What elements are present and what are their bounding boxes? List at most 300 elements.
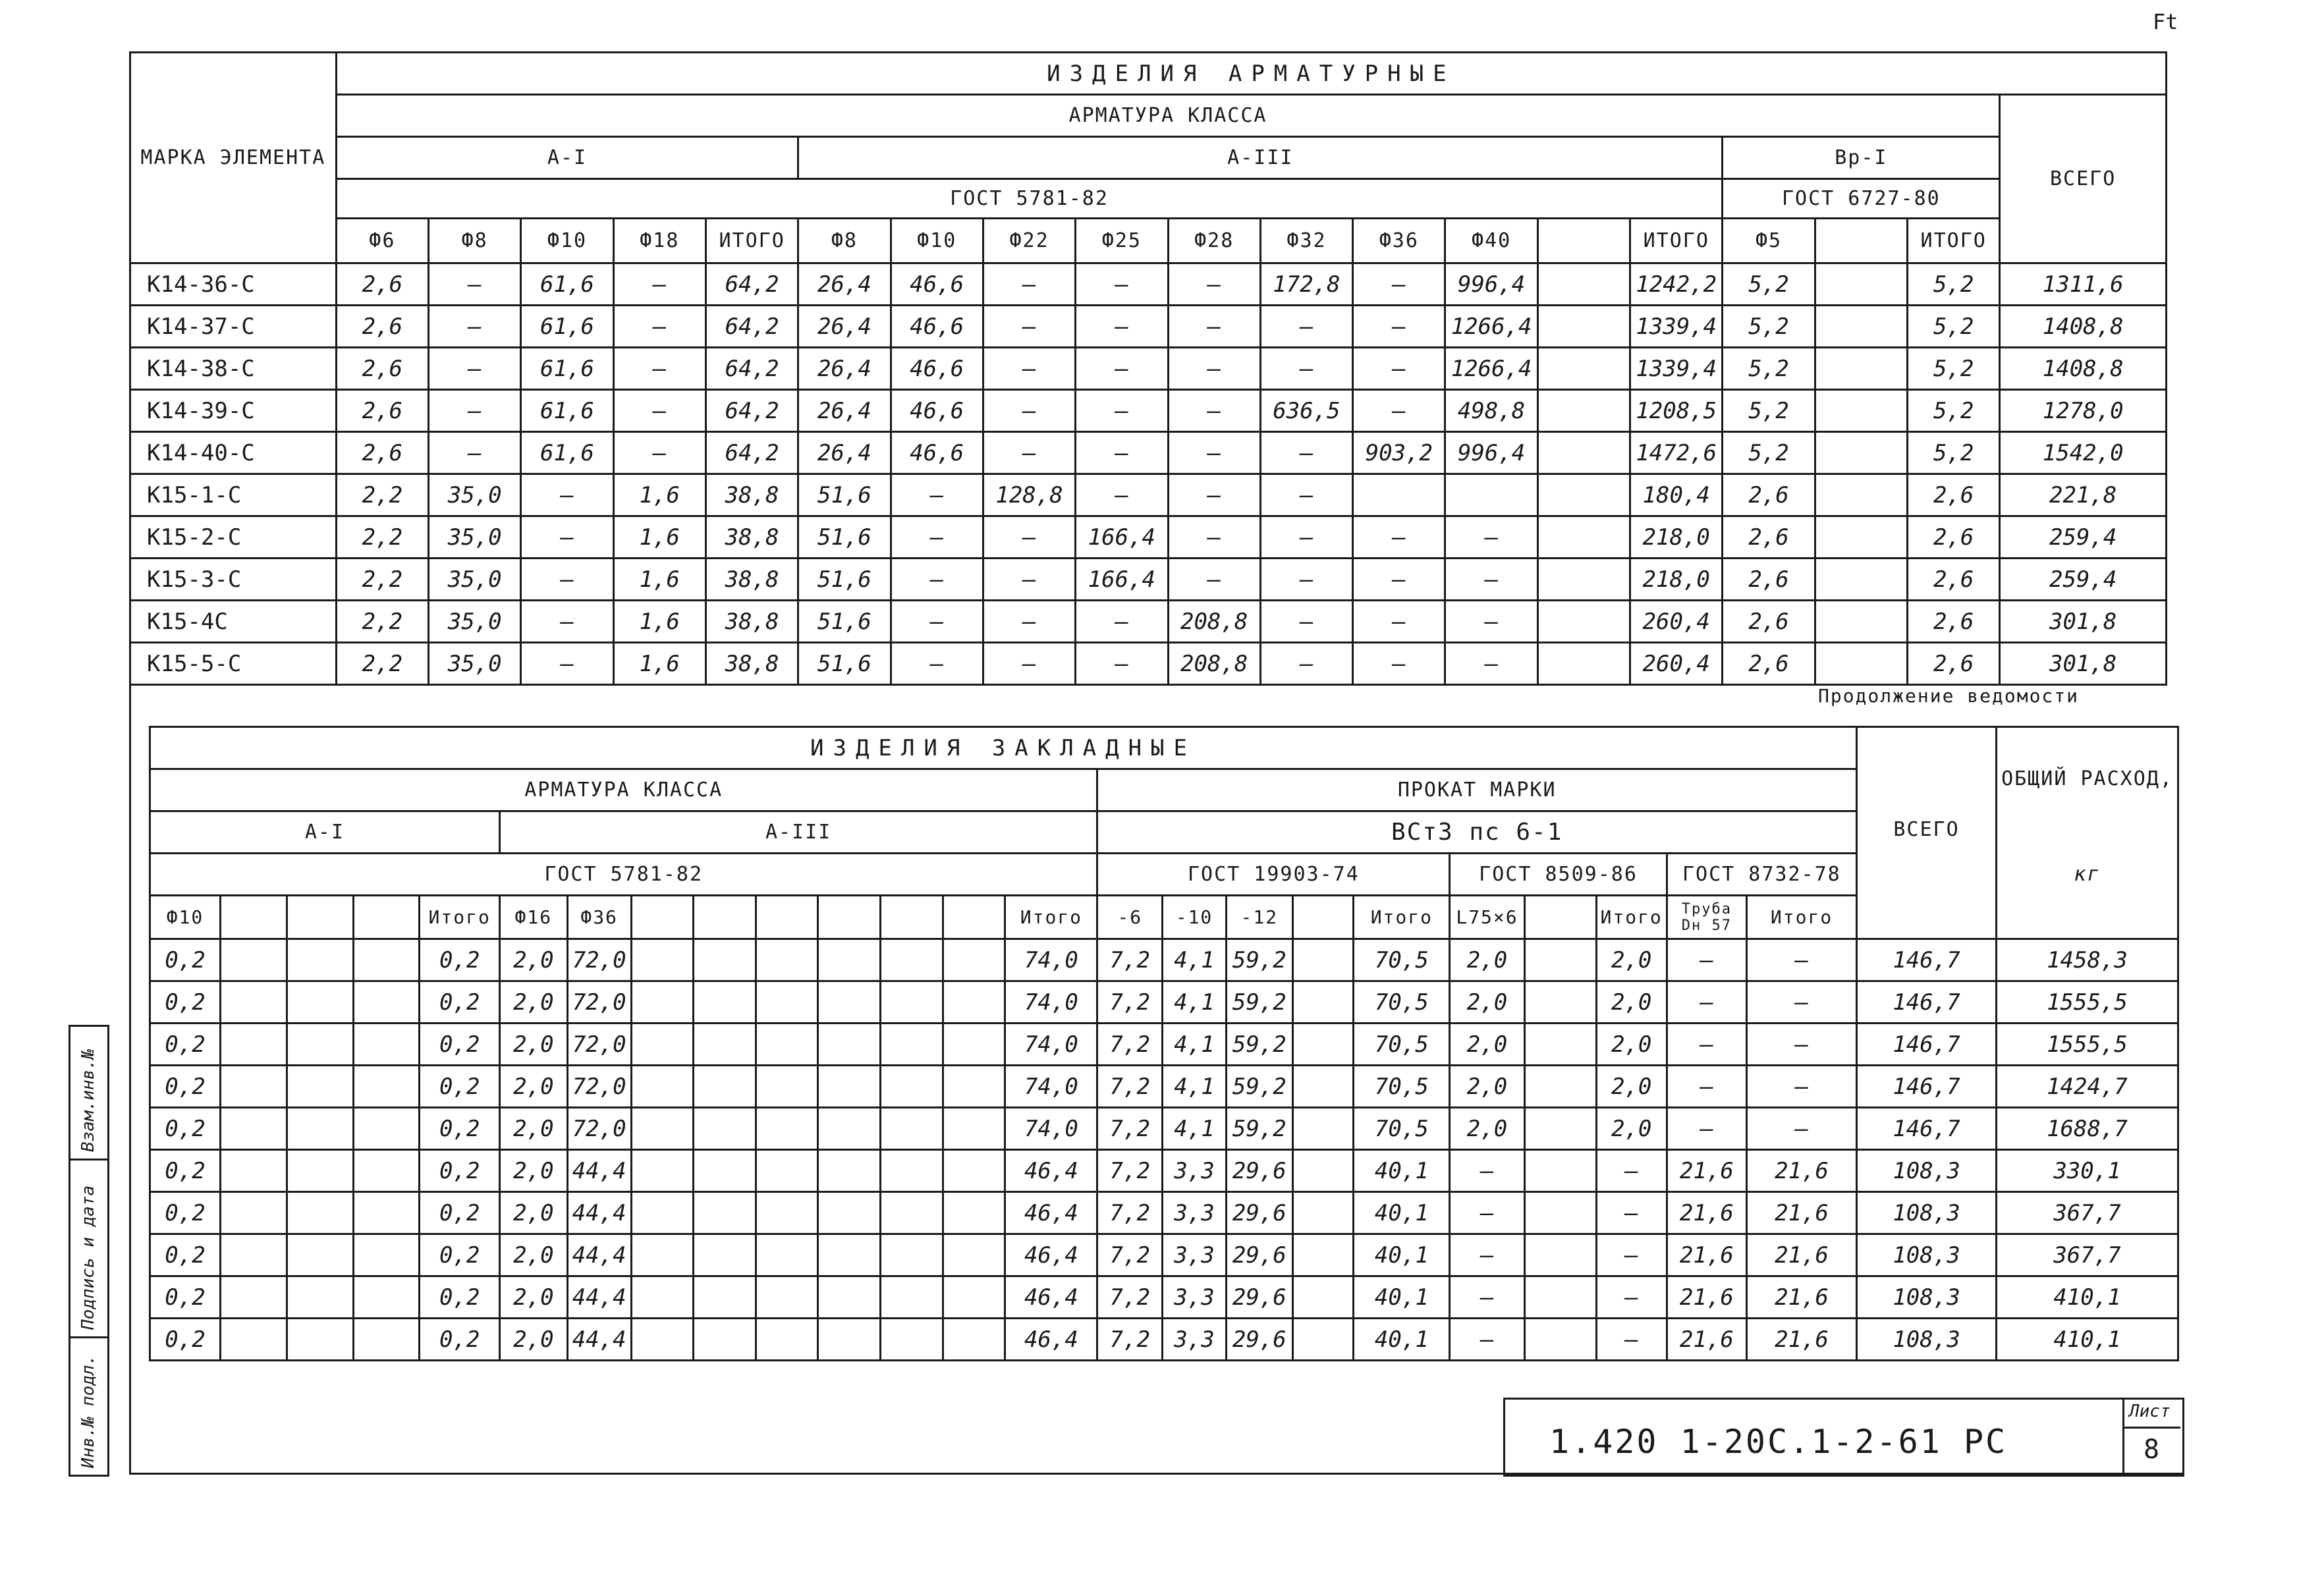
table-row bbox=[130, 348, 2167, 390]
table-cell: 51,6 bbox=[798, 601, 891, 643]
gost-19903: ГОСТ 19903-74 bbox=[1097, 854, 1450, 896]
table-cell: 7,2 bbox=[1097, 1319, 1163, 1361]
continuation-note: Продолжение ведомости bbox=[1818, 685, 2080, 707]
table-cell: — bbox=[1353, 601, 1445, 643]
table-cell: 51,6 bbox=[798, 474, 891, 516]
table-cell: 301,8 bbox=[2000, 643, 2167, 685]
table-cell: 0,2 bbox=[420, 1276, 499, 1319]
table-cell: — bbox=[429, 263, 521, 306]
table-cell bbox=[881, 1192, 943, 1234]
table-cell: 0,2 bbox=[150, 1108, 221, 1150]
table-cell: — bbox=[1596, 1234, 1667, 1276]
table-cell: — bbox=[1168, 390, 1260, 432]
table-cell: 1278,0 bbox=[2000, 390, 2167, 432]
table-cell: 259,4 bbox=[2000, 516, 2167, 559]
table-cell: 59,2 bbox=[1226, 1066, 1292, 1108]
table-cell bbox=[694, 1319, 756, 1361]
table-cell: 4,1 bbox=[1163, 1108, 1227, 1150]
table-cell: — bbox=[891, 474, 983, 516]
table-cell bbox=[818, 1108, 881, 1150]
table-cell: 2,6 bbox=[336, 390, 428, 432]
table-cell: 260,4 bbox=[1630, 643, 1723, 685]
table-cell bbox=[756, 1234, 818, 1276]
table-cell bbox=[221, 1150, 287, 1192]
table-cell bbox=[881, 1066, 943, 1108]
table-cell bbox=[1524, 1150, 1596, 1192]
table-cell: 35,0 bbox=[429, 516, 521, 559]
top-col-header: ИТОГО bbox=[706, 219, 798, 263]
table-cell: 61,6 bbox=[521, 348, 613, 390]
table-cell: 46,6 bbox=[891, 306, 983, 348]
table-cell bbox=[1537, 474, 1630, 516]
table-cell bbox=[756, 1066, 818, 1108]
bottom-col-header bbox=[1524, 896, 1596, 939]
top-col-header: Ф22 bbox=[983, 219, 1075, 263]
table-cell: 1408,8 bbox=[2000, 348, 2167, 390]
table-cell: — bbox=[521, 601, 613, 643]
table-cell bbox=[1537, 390, 1630, 432]
table-cell: 1555,5 bbox=[1996, 1024, 2178, 1066]
table-cell bbox=[221, 1234, 287, 1276]
top-col-header: Ф5 bbox=[1723, 219, 1815, 263]
total-header-2: ВСЕГО bbox=[1857, 811, 1997, 939]
table-cell bbox=[1292, 1192, 1354, 1234]
top-col-header: Ф18 bbox=[613, 219, 706, 263]
table-cell: 35,0 bbox=[429, 601, 521, 643]
table-cell: 903,2 bbox=[1353, 432, 1445, 474]
table-cell: 3,3 bbox=[1163, 1319, 1227, 1361]
top-col-header: Ф8 bbox=[798, 219, 891, 263]
table-cell: — bbox=[1353, 390, 1445, 432]
table-cell: — bbox=[1747, 1024, 1857, 1066]
bottom-col-header bbox=[756, 896, 818, 939]
top-col-header: ИТОГО bbox=[1630, 219, 1723, 263]
table-cell: 21,6 bbox=[1667, 1150, 1746, 1192]
table-cell: 74,0 bbox=[1005, 1024, 1097, 1066]
table-cell: — bbox=[983, 390, 1075, 432]
table-cell bbox=[1815, 263, 1907, 306]
table-cell: 221,8 bbox=[2000, 474, 2167, 516]
bottom-col-header: -6 bbox=[1097, 896, 1163, 939]
table-cell: 2,0 bbox=[499, 1319, 567, 1361]
table-cell: 26,4 bbox=[798, 263, 891, 306]
bottom-col-header: -10 bbox=[1163, 896, 1227, 939]
table-cell: 51,6 bbox=[798, 643, 891, 685]
table-cell bbox=[631, 939, 694, 981]
table-row bbox=[150, 1066, 2178, 1108]
table-cell: 40,1 bbox=[1354, 1192, 1450, 1234]
table-cell bbox=[881, 1234, 943, 1276]
table-cell: 21,6 bbox=[1747, 1192, 1857, 1234]
table-cell: — bbox=[1596, 1276, 1667, 1319]
table-cell: 108,3 bbox=[1857, 1276, 1997, 1319]
table-row bbox=[150, 1276, 2178, 1319]
table-cell bbox=[1292, 939, 1354, 981]
table-cell: 0,2 bbox=[420, 1066, 499, 1108]
table-cell bbox=[943, 1024, 1005, 1066]
bottom-col-header: Труба Dн 57 bbox=[1667, 896, 1746, 939]
table-cell: 2,6 bbox=[336, 432, 428, 474]
table-cell: — bbox=[983, 601, 1075, 643]
table-cell: 7,2 bbox=[1097, 1108, 1163, 1150]
table-cell bbox=[1815, 348, 1907, 390]
table-cell: 1,6 bbox=[613, 516, 706, 559]
table-cell: — bbox=[521, 559, 613, 601]
table-cell: 46,6 bbox=[891, 432, 983, 474]
top-col-header: Ф6 bbox=[336, 219, 428, 263]
table-cell bbox=[943, 1066, 1005, 1108]
top-col-header: Ф40 bbox=[1445, 219, 1537, 263]
table-cell: 108,3 bbox=[1857, 1192, 1997, 1234]
element-mark: К14-40-С bbox=[130, 432, 337, 474]
table-cell: 330,1 bbox=[1996, 1150, 2178, 1192]
table-cell: 5,2 bbox=[1723, 306, 1815, 348]
table-cell: 74,0 bbox=[1005, 981, 1097, 1024]
top-col-header: Ф10 bbox=[521, 219, 613, 263]
table-cell: 38,8 bbox=[706, 559, 798, 601]
table-cell: — bbox=[1260, 516, 1352, 559]
table-cell: 7,2 bbox=[1097, 1192, 1163, 1234]
table-cell: — bbox=[1260, 559, 1352, 601]
table-cell: — bbox=[1076, 432, 1168, 474]
element-mark: К14-38-С bbox=[130, 348, 337, 390]
table-cell: 7,2 bbox=[1097, 1024, 1163, 1066]
table-cell: 0,2 bbox=[420, 1319, 499, 1361]
table-cell: — bbox=[1353, 516, 1445, 559]
table-cell: 40,1 bbox=[1354, 1150, 1450, 1192]
table-cell: — bbox=[1168, 348, 1260, 390]
table-cell bbox=[1353, 474, 1445, 516]
table-cell: — bbox=[891, 643, 983, 685]
table-cell bbox=[287, 1024, 353, 1066]
table-cell: 1208,5 bbox=[1630, 390, 1723, 432]
table-cell bbox=[1815, 643, 1907, 685]
table-cell bbox=[1445, 474, 1537, 516]
bottom-col-header bbox=[818, 896, 881, 939]
bottom-col-header: Итого bbox=[1005, 896, 1097, 939]
table-cell: — bbox=[891, 601, 983, 643]
class-a3-2: А-III bbox=[499, 811, 1097, 854]
table-cell: 46,4 bbox=[1005, 1150, 1097, 1192]
table-cell: 2,0 bbox=[499, 939, 567, 981]
table-cell: 46,4 bbox=[1005, 1319, 1097, 1361]
table-cell: 64,2 bbox=[706, 306, 798, 348]
table-cell bbox=[1524, 981, 1596, 1024]
table-cell bbox=[631, 1066, 694, 1108]
table-cell: 1242,2 bbox=[1630, 263, 1723, 306]
approval-sidebar bbox=[69, 1025, 109, 1477]
table-cell: 7,2 bbox=[1097, 1066, 1163, 1108]
bottom-col-header bbox=[881, 896, 943, 939]
table-cell bbox=[1524, 1234, 1596, 1276]
table-cell bbox=[1537, 559, 1630, 601]
table-cell: 44,4 bbox=[567, 1234, 631, 1276]
table-cell: 166,4 bbox=[1076, 559, 1168, 601]
table-cell bbox=[631, 1150, 694, 1192]
table-cell: — bbox=[1260, 306, 1352, 348]
table-cell bbox=[631, 1024, 694, 1066]
table-cell bbox=[1537, 643, 1630, 685]
table-row bbox=[130, 263, 2167, 306]
table-cell: — bbox=[1596, 1150, 1667, 1192]
table-cell: 1472,6 bbox=[1630, 432, 1723, 474]
sidebar-signature-label: Подпись и дата bbox=[78, 1185, 98, 1330]
table-cell bbox=[694, 1234, 756, 1276]
table-cell: 146,7 bbox=[1857, 1066, 1997, 1108]
table-cell bbox=[818, 939, 881, 981]
table-cell: 367,7 bbox=[1996, 1234, 2178, 1276]
table-cell: 21,6 bbox=[1667, 1276, 1746, 1319]
prokat-header: ПРОКАТ МАРКИ bbox=[1097, 769, 1857, 811]
table-cell: — bbox=[1667, 939, 1746, 981]
table-cell bbox=[221, 1024, 287, 1066]
table-cell bbox=[221, 1276, 287, 1319]
table-cell: — bbox=[1450, 1192, 1524, 1234]
table-cell bbox=[353, 981, 420, 1024]
table-cell: 1266,4 bbox=[1445, 348, 1537, 390]
table-cell: 35,0 bbox=[429, 559, 521, 601]
table-cell: — bbox=[1747, 939, 1857, 981]
table-cell: 7,2 bbox=[1097, 1234, 1163, 1276]
sidebar-cell-original bbox=[70, 1336, 107, 1475]
table-cell bbox=[353, 1319, 420, 1361]
table-cell: — bbox=[1353, 643, 1445, 685]
table-cell: 64,2 bbox=[706, 263, 798, 306]
table-cell: 1555,5 bbox=[1996, 981, 2178, 1024]
table-cell: 46,4 bbox=[1005, 1276, 1097, 1319]
bottom-col-header: L75×6 bbox=[1450, 896, 1524, 939]
table-cell: 70,5 bbox=[1354, 981, 1450, 1024]
table-cell: 3,3 bbox=[1163, 1276, 1227, 1319]
table-cell: 1339,4 bbox=[1630, 306, 1723, 348]
table-cell bbox=[818, 1192, 881, 1234]
table-cell: 21,6 bbox=[1747, 1319, 1857, 1361]
sidebar-original-label: Инв.№ подл. bbox=[78, 1354, 98, 1468]
table-row bbox=[150, 1108, 2178, 1150]
table-cell: 498,8 bbox=[1445, 390, 1537, 432]
element-mark: К15-3-С bbox=[130, 559, 337, 601]
table-cell: 1,6 bbox=[613, 601, 706, 643]
table-cell: — bbox=[613, 432, 706, 474]
table-cell: 72,0 bbox=[567, 1108, 631, 1150]
table-cell: 2,6 bbox=[336, 348, 428, 390]
table-cell bbox=[1292, 981, 1354, 1024]
table-cell: 38,8 bbox=[706, 601, 798, 643]
table-cell: 0,2 bbox=[420, 981, 499, 1024]
table-row bbox=[150, 981, 2178, 1024]
table-cell bbox=[881, 1150, 943, 1192]
table-cell: 2,0 bbox=[499, 981, 567, 1024]
table-cell bbox=[881, 1276, 943, 1319]
table-cell: 44,4 bbox=[567, 1319, 631, 1361]
table-cell: 7,2 bbox=[1097, 1150, 1163, 1192]
bottom-col-header bbox=[1292, 896, 1354, 939]
table-cell bbox=[1537, 306, 1630, 348]
gost-5781: ГОСТ 5781-82 bbox=[336, 179, 1723, 219]
bottom-col-header: Ф10 bbox=[150, 896, 221, 939]
table-cell: — bbox=[983, 559, 1075, 601]
table-cell: — bbox=[983, 263, 1075, 306]
table-cell: 5,2 bbox=[1908, 348, 2000, 390]
table-cell: 208,8 bbox=[1168, 643, 1260, 685]
table-cell bbox=[1537, 263, 1630, 306]
table-cell: 26,4 bbox=[798, 306, 891, 348]
table-cell: 2,2 bbox=[336, 559, 428, 601]
table-cell bbox=[221, 1319, 287, 1361]
table-cell: 0,2 bbox=[150, 939, 221, 981]
table-row bbox=[150, 1024, 2178, 1066]
table-cell: 2,6 bbox=[1723, 601, 1815, 643]
table-cell: 1408,8 bbox=[2000, 306, 2167, 348]
gost-8509: ГОСТ 8509-86 bbox=[1450, 854, 1667, 896]
table-cell: 0,2 bbox=[150, 1066, 221, 1108]
table-cell: — bbox=[1450, 1319, 1524, 1361]
bottom-col-header: Ф36 bbox=[567, 896, 631, 939]
table-cell: — bbox=[983, 432, 1075, 474]
table-cell: 208,8 bbox=[1168, 601, 1260, 643]
table-row bbox=[150, 1192, 2178, 1234]
table-cell: 2,0 bbox=[499, 1276, 567, 1319]
table-cell: 29,6 bbox=[1226, 1234, 1292, 1276]
table-cell: 0,2 bbox=[420, 1024, 499, 1066]
table-cell: — bbox=[983, 643, 1075, 685]
table-cell bbox=[694, 1108, 756, 1150]
table-cell: 7,2 bbox=[1097, 981, 1163, 1024]
table-cell: — bbox=[1667, 1108, 1746, 1150]
table-cell bbox=[1815, 390, 1907, 432]
table-cell bbox=[818, 1024, 881, 1066]
table-cell: 5,2 bbox=[1723, 432, 1815, 474]
table-cell: 146,7 bbox=[1857, 1108, 1997, 1150]
table-cell: 70,5 bbox=[1354, 1066, 1450, 1108]
top-col-header: Ф36 bbox=[1353, 219, 1445, 263]
table-cell: — bbox=[1747, 1108, 1857, 1150]
table-cell: 2,6 bbox=[1908, 474, 2000, 516]
table-cell: 38,8 bbox=[706, 516, 798, 559]
table-cell: — bbox=[1168, 516, 1260, 559]
table-cell: 59,2 bbox=[1226, 1108, 1292, 1150]
table-cell bbox=[353, 1108, 420, 1150]
table-cell bbox=[943, 1150, 1005, 1192]
table-cell bbox=[221, 981, 287, 1024]
bottom-col-header bbox=[353, 896, 420, 939]
table-cell: — bbox=[429, 390, 521, 432]
table-cell: — bbox=[1168, 432, 1260, 474]
table-cell: 35,0 bbox=[429, 474, 521, 516]
table-cell bbox=[818, 1276, 881, 1319]
bottom-col-header bbox=[221, 896, 287, 939]
table-cell: 1,6 bbox=[613, 559, 706, 601]
table-cell: 0,2 bbox=[420, 1192, 499, 1234]
table-cell: — bbox=[429, 432, 521, 474]
table-cell: 44,4 bbox=[567, 1150, 631, 1192]
table-cell: 61,6 bbox=[521, 306, 613, 348]
table-cell: 21,6 bbox=[1667, 1319, 1746, 1361]
table-cell: 2,6 bbox=[1908, 516, 2000, 559]
table-cell: 1311,6 bbox=[2000, 263, 2167, 306]
table-cell bbox=[1292, 1066, 1354, 1108]
table-cell: 0,2 bbox=[150, 981, 221, 1024]
table-cell: 5,2 bbox=[1723, 263, 1815, 306]
table-cell: 367,7 bbox=[1996, 1192, 2178, 1234]
table-cell: 5,2 bbox=[1723, 348, 1815, 390]
table-cell bbox=[1292, 1234, 1354, 1276]
steel-grade: ВСт3 пс 6-1 bbox=[1097, 811, 1857, 854]
table-cell: 2,0 bbox=[499, 1108, 567, 1150]
table-cell bbox=[943, 939, 1005, 981]
table-cell: — bbox=[1450, 1276, 1524, 1319]
table-cell bbox=[943, 1192, 1005, 1234]
table-cell: 172,8 bbox=[1260, 263, 1352, 306]
top-title: ИЗДЕЛИЯ АРМАТУРНЫЕ bbox=[336, 53, 2166, 95]
table-cell: — bbox=[1667, 981, 1746, 1024]
table-cell: — bbox=[1445, 516, 1537, 559]
table-cell: 2,0 bbox=[1596, 1066, 1667, 1108]
table-row bbox=[130, 643, 2167, 685]
sidebar-replace-label: Взам.инв.№ bbox=[78, 1049, 98, 1152]
table-cell: — bbox=[1168, 474, 1260, 516]
table-cell: 29,6 bbox=[1226, 1192, 1292, 1234]
sheet-divider bbox=[2122, 1427, 2180, 1429]
table-cell: 1688,7 bbox=[1996, 1108, 2178, 1150]
table-cell: — bbox=[1260, 474, 1352, 516]
table-cell: 166,4 bbox=[1076, 516, 1168, 559]
table-row bbox=[130, 432, 2167, 474]
table-cell: 2,6 bbox=[1723, 559, 1815, 601]
table-row bbox=[130, 474, 2167, 516]
table-cell bbox=[1524, 1108, 1596, 1150]
table-cell: 2,0 bbox=[1450, 981, 1524, 1024]
table-cell: 40,1 bbox=[1354, 1276, 1450, 1319]
table-cell bbox=[1815, 601, 1907, 643]
table-cell bbox=[1524, 1319, 1596, 1361]
table-cell: — bbox=[1076, 263, 1168, 306]
table-cell: — bbox=[1168, 263, 1260, 306]
table-cell: 44,4 bbox=[567, 1276, 631, 1319]
table-cell bbox=[881, 1108, 943, 1150]
table-cell bbox=[1815, 559, 1907, 601]
class-a3: А-III bbox=[798, 137, 1723, 179]
table-cell bbox=[631, 1108, 694, 1150]
table-cell: 2,0 bbox=[499, 1192, 567, 1234]
table-cell: 996,4 bbox=[1445, 432, 1537, 474]
table-cell: — bbox=[1260, 601, 1352, 643]
table-cell: 0,2 bbox=[420, 939, 499, 981]
table-cell bbox=[1292, 1024, 1354, 1066]
table-cell bbox=[818, 1150, 881, 1192]
table-cell bbox=[756, 1276, 818, 1319]
table-cell: — bbox=[1076, 306, 1168, 348]
table-cell: 2,0 bbox=[1596, 939, 1667, 981]
sheet-label: Лист bbox=[2129, 1402, 2171, 1421]
table-cell: 61,6 bbox=[521, 263, 613, 306]
table-cell: 2,0 bbox=[1450, 1108, 1524, 1150]
gost-8732: ГОСТ 8732-78 bbox=[1667, 854, 1856, 896]
table-cell: — bbox=[1353, 348, 1445, 390]
table-cell bbox=[756, 1150, 818, 1192]
table-cell: 61,6 bbox=[521, 432, 613, 474]
table-cell: 46,6 bbox=[891, 348, 983, 390]
table-cell: 0,2 bbox=[420, 1108, 499, 1150]
table-cell bbox=[1537, 516, 1630, 559]
table-cell bbox=[881, 981, 943, 1024]
table-cell: — bbox=[613, 390, 706, 432]
table-cell bbox=[631, 1192, 694, 1234]
table-cell: 2,0 bbox=[499, 1150, 567, 1192]
table-cell: — bbox=[521, 516, 613, 559]
table-cell: 70,5 bbox=[1354, 939, 1450, 981]
table-cell: 5,2 bbox=[1908, 306, 2000, 348]
